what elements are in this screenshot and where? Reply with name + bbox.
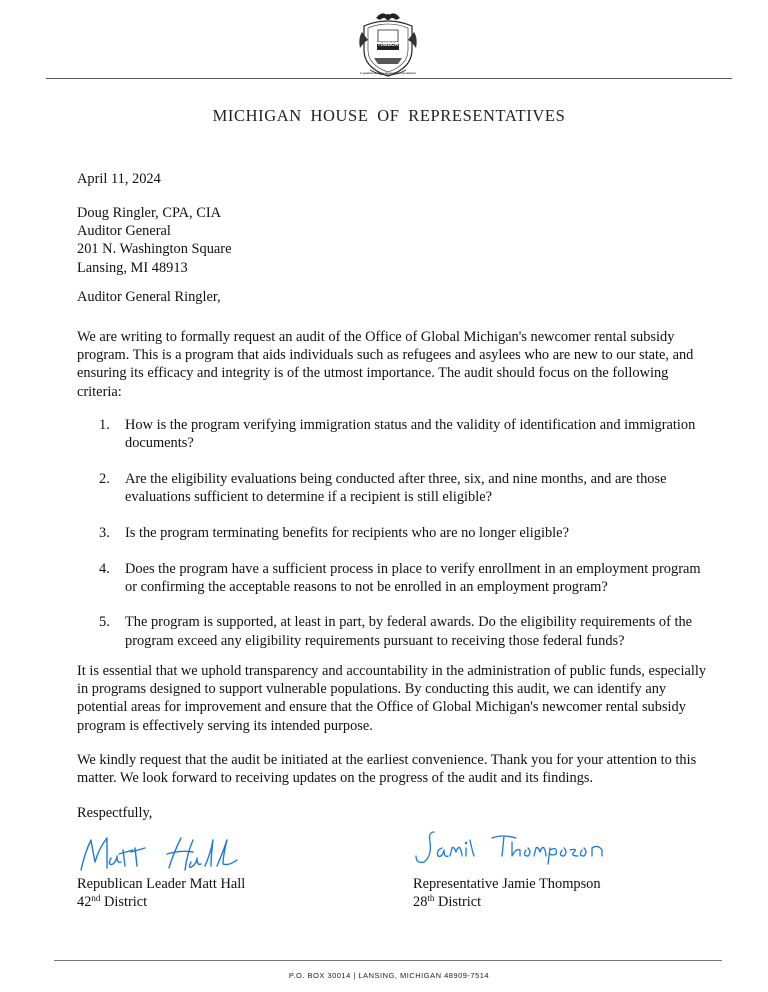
intro-paragraph: We are writing to formally request an audit of the Office of Global Michigan's newcomer rental subsidy program. This is a program that aids individuals such as refugees and asylees who are new to our state, and ensuring its efficacy and integrity is of the utmost importance. The audit should focus on the following criteria: (77, 329, 694, 400)
salutation: Auditor General Ringler, (77, 289, 221, 305)
list-number: 1. (99, 417, 110, 433)
district-suffix: th (427, 893, 435, 904)
list-item (77, 470, 707, 506)
footer-rule (54, 960, 722, 961)
list-number: 3. (99, 524, 110, 541)
signer-block-hall (77, 875, 245, 911)
signer-title: Representative Jamie Thompson (413, 876, 601, 892)
matt-hall-signature-icon (77, 832, 247, 876)
list-item (77, 416, 707, 452)
recipient-city: Lansing, MI 48913 (77, 259, 188, 276)
list-number: 4. (99, 560, 110, 577)
recipient-street: 201 N. Washington Square (77, 241, 232, 258)
signer-title: Republican Leader Matt Hall (77, 876, 246, 892)
letterhead-rule (46, 78, 732, 79)
district-word: District (434, 894, 482, 911)
signer-district (77, 893, 245, 911)
list-item (77, 524, 707, 542)
closing: Respectfully, (77, 805, 153, 821)
recipient-title: Auditor General (77, 223, 171, 240)
signer-block-thompson (413, 875, 601, 911)
district-number: 42 (77, 894, 92, 911)
district-suffix: nd (91, 893, 101, 904)
list-item (77, 613, 707, 649)
body-paragraph-3: We kindly request that the audit be initiated at the earliest convenience. Thank you for your attention to this matter. We look forward to receiving updates on the progress of the audit and its findings. (77, 752, 697, 787)
recipient-address (77, 204, 707, 277)
recipient-name: Doug Ringler, CPA, CIA (77, 205, 222, 221)
jamie-thompson-signature-icon (412, 828, 612, 868)
organization-name: MICHIGAN HOUSE OF REPRESENTATIVES (212, 106, 566, 125)
letter-date: April 11, 2024 (77, 171, 161, 187)
seal-motto: TUEBOR (377, 42, 399, 48)
body-paragraph-2: It is essential that we uphold transparency and accountability in the administration of public funds, especially in programs designed to support vulnerable populations. By conducting this audit, we can identify any potential areas for improvement and ensure that the Office of Global Michigan's newcomer rental subsidy program is effectively serving its intended purpose. (77, 663, 707, 734)
list-item (77, 560, 707, 596)
list-number: 2. (99, 470, 110, 487)
list-number: 5. (99, 614, 110, 631)
list-text: Does the program have a sufficient process in place to verify enrollment in an employment program or confirming the acceptable reasons to not be enrolled in an employment program? (125, 560, 701, 595)
footer-address: P.O. BOX 30014 | LANSING, MICHIGAN 48909-7514 (288, 971, 490, 980)
seal-ring-text: SI QUAERIS PENINSULAM AMOENAM CIRCUMSPICE (360, 73, 416, 75)
list-text: Are the eligibility evaluations being conducted after three, six, and nine months, and are those evaluations sufficient to determine if a recipient is still eligible? (125, 470, 667, 506)
criteria-list (77, 416, 707, 667)
list-text: How is the program verifying immigration status and the validity of identification and immigration documents? (125, 417, 696, 452)
list-text: The program is supported, at least in part, by federal awards. Do the eligibility requirements of the program exceed any eligibility requirements pursuant to receiving those federal funds? (125, 614, 693, 649)
signer-district (413, 893, 601, 911)
district-number: 28 (413, 894, 428, 911)
list-text: Is the program terminating benefits for recipients who are no longer eligible? (125, 524, 569, 541)
district-word: District (100, 894, 148, 911)
